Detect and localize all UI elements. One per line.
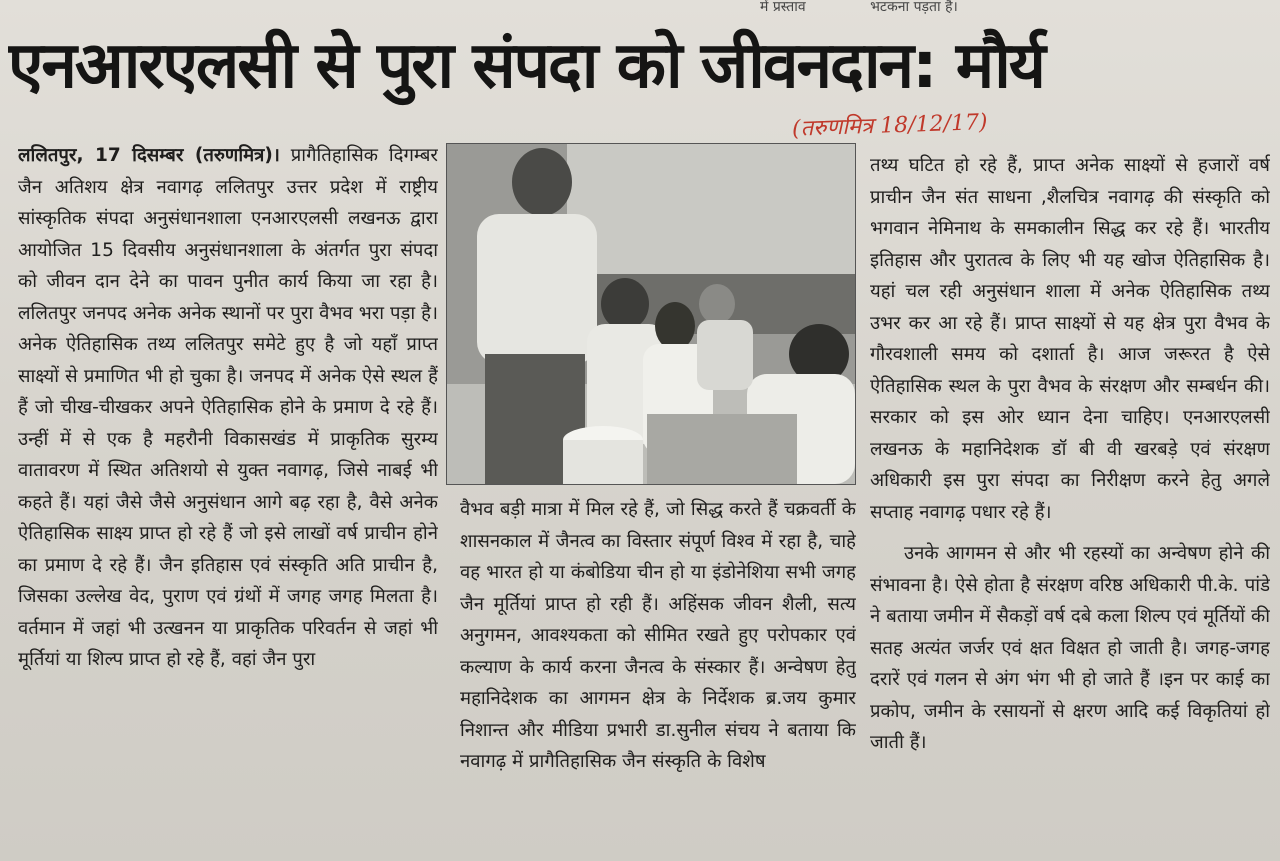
top-strip-text bbox=[760, 0, 1180, 14]
article-column-1 bbox=[18, 140, 438, 858]
lab-workers-photo bbox=[446, 143, 856, 485]
headline: एनआरएलसी से पुरा संपदा को जीवनदान: मौर्य bbox=[8, 29, 1044, 103]
column1-text: प्रागैतिहासिक दिगम्बर जैन अतिशय क्षेत्र नवागढ़ ललितपुर उत्तर प्रदेश में राष्ट्रीय सांस्कृतिक संपदा अनुसंधानशाला एनआरएलसी लखनऊ द्वारा आयोजित 15 दिवसीय अनुसंधानशाला के अंतर्गत पुरा संपदा को जीवन दान देने का पावन पुनीत कार्य किया जा रहा है। ललितपुर जनपद अनेक अनेक स्थानों पर पुरा वैभव भरा पड़ा है। अनेक ऐतिहासिक तथ्य ललितपुर समेटे हुए है जो यहाँ प्राप्त साक्ष्यों से प्रमाणित भी हो चुका है। जनपद में अनेक ऐसे स्थल हैं हैं जो चीख-चीखकर अपने ऐतिहासिक होने के प्रमाण दे रहे हैं। उन्हीं में से एक है महरौनी विकासखंड में प्राकृतिक सुरम्य वातावरण में स्थित अतिशयो से युक्त नवागढ़, जिसे नाबई भी कहते हैं। यहां जैसे जैसे अनुसंधान आगे बढ़ रहा है, वैसे अनेक ऐतिहासिक साक्ष्य प्राप्त हो रहे हैं जो इसे लाखों वर्ष प्राचीन होने का प्रमाण दे रहे हैं। जैन इतिहास एवं संस्कृति अति प्राचीन है, जिसका उल्लेख वेद, पुराण एवं ग्रंथों में जगह जगह मिलता है। वर्तमान में जहां भी उत्खनन या प्राकृतिक परिवर्तन से जहां भी मूर्तियां या शिल्प प्राप्त हो रहे हैं, वहां जैन पुरा bbox=[18, 145, 438, 670]
top-strip-right: भटकना पड़ता है। bbox=[870, 0, 958, 14]
column3-para2: उनके आगमन से और भी रहस्यों का अन्वेषण होने की संभावना है। ऐसे होता है संरक्षण वरिष्ठ अधिकारी पी.के. पांडे ने बताया जमीन में सैकड़ों वर्ष दबे कला शिल्प एवं मूर्तियों की सतह अत्यंत जर्जर एवं क्षत विक्षत हो जाती है। जगह-जगह दरारें एवं गलन से अंग भंग भी हो जाते हैं ।इन पर काई का प्रकोप, जमीन के रसायनों से क्षरण आदि कई विकृतियां हो जाती हैं। bbox=[870, 543, 1270, 753]
article-column-2 bbox=[460, 494, 856, 858]
column2-text: वैभव बड़ी मात्रा में मिल रहे हैं, जो सिद्ध करते हैं चक्रवर्ती के शासनकाल में जैनत्व का विस्तार संपूर्ण विश्व में रहा है, चाहे वह भारत हो या कंबोडिया चीन हो या इंडोनेशिया सभी जगह जैन मूर्तियां प्राप्त हो रही हैं। अहिंसक जीवन शैली, सत्य अनुगमन, आवश्यकता को सीमित रखते हुए परोपकार एवं कल्याण के कार्य करना जैनत्व के संस्कार हैं। अन्वेषण हेतु महानिदेशक का आगमन क्षेत्र के निर्देशक ब्र.जय कुमार निशान्त और मीडिया प्रभारी डा.सुनील संचय ने बताया कि नवागढ़ में प्रागैतिहासिक जैन संस्कृति के विशेष bbox=[460, 499, 856, 772]
column3-para1: तथ्य घटित हो रहे हैं, प्राप्त अनेक साक्ष्यों से हजारों वर्ष प्राचीन जैन संत साधना ,शैलचित्र नवागढ़ की संस्कृति को भगवान नेमिनाथ के समकालीन सिद्ध कर रहे हैं। भारतीय इतिहास और पुरातत्व के लिए भी यह खोज ऐतिहासिक है। यहां चल रही अनुसंधान शाला में अनेक ऐतिहासिक तथ्य उभर कर आ रहे हैं। प्राप्त साक्ष्यों से यह क्षेत्र पुरा वैभव के गौरवशाली समय को दशार्ता है। आज जरूरत है ऐसे ऐतिहासिक स्थल के पुरा वैभव के संरक्षण और सम्बर्धन की। सरकार को इस ओर ध्यान देना चाहिए। एनआरएलसी लखनऊ के महानिदेशक डॉ बी वी खरबड़े एवं संरक्षण अधिकारी इस पुरा संपदा का निरीक्षण करने हेतु अगले सप्ताह नवागढ़ पधार रहे हैं। bbox=[870, 155, 1270, 523]
handwritten-date-note: (तरुणमित्र 18/12/17) bbox=[791, 109, 988, 142]
photo-illustration bbox=[447, 144, 855, 484]
article-column-3 bbox=[870, 150, 1270, 858]
dateline: ललितपुर, 17 दिसम्बर (तरुणमित्र)। bbox=[18, 145, 280, 166]
top-strip-left: में प्रस्ताव bbox=[760, 0, 806, 14]
